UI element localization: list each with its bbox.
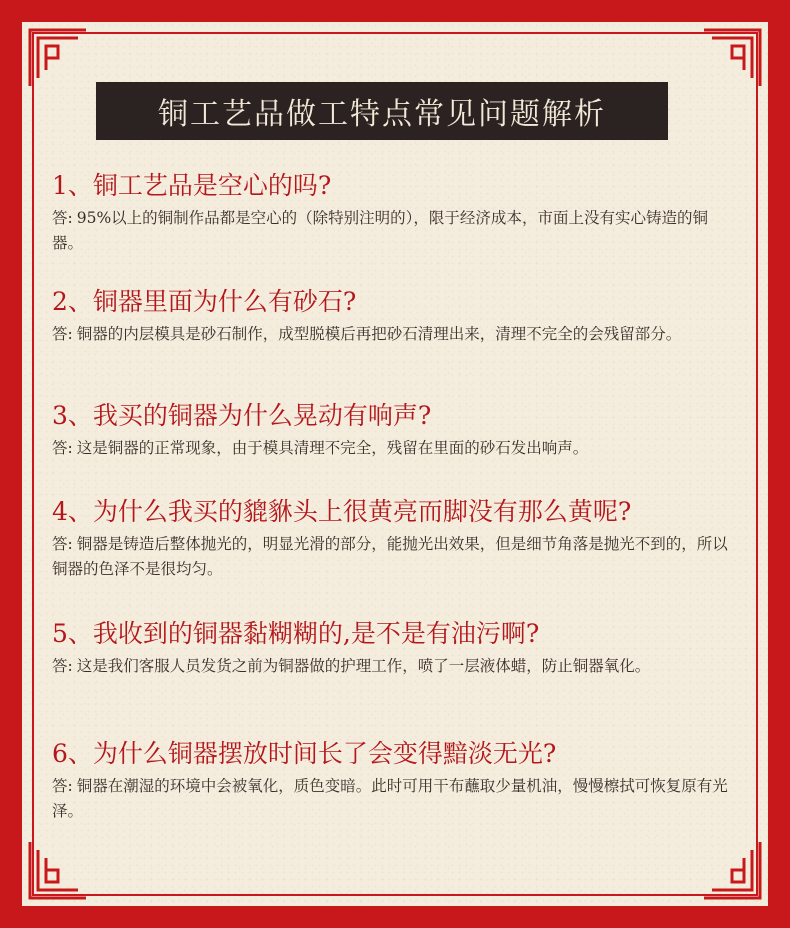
- corner-ornament-bottom-right: [702, 840, 762, 900]
- faq-item-6: [52, 738, 732, 824]
- faq-question: 5、我收到的铜器黏糊糊的,是不是有油污啊?: [52, 619, 540, 648]
- answer-label: 答:: [52, 657, 73, 675]
- answer-text: 铜器是铸造后整体抛光的，明显光滑的部分，能抛光出效果，但是细节角落是抛光不到的，所以铜器的色泽不是很均匀。: [52, 535, 728, 578]
- corner-ornament-top-left: [28, 28, 88, 88]
- corner-ornament-bottom-left: [28, 840, 88, 900]
- faq-question: 1、铜工艺品是空心的吗?: [52, 171, 332, 200]
- answer-label: 答:: [52, 209, 73, 227]
- page-title: 铜工艺品做工特点常见问题解析: [158, 97, 606, 132]
- answer-text: 铜器在潮湿的环境中会被氧化，质色变暗。此时可用干布蘸取少量机油，慢慢檫拭可恢复原有光泽。: [52, 777, 728, 820]
- title-banner: [96, 82, 668, 140]
- answer-label: 答:: [52, 777, 73, 795]
- faq-item-4: [52, 496, 732, 582]
- answer-label: 答:: [52, 325, 73, 343]
- faq-question: 3、我买的铜器为什么晃动有响声?: [52, 401, 432, 430]
- faq-item-3: [52, 400, 732, 461]
- faq-answer: [52, 654, 732, 679]
- faq-item-5: [52, 618, 732, 679]
- faq-answer: [52, 206, 732, 256]
- answer-text: 95%以上的铜制作品都是空心的（除特别注明的），限于经济成本，市面上没有实心铸造的铜器。: [52, 209, 708, 252]
- answer-text: 铜器的内层模具是砂石制作，成型脱模后再把砂石清理出来，清理不完全的会残留部分。: [76, 325, 682, 343]
- faq-question: 2、铜器里面为什么有砂石?: [52, 287, 357, 316]
- faq-answer: [52, 774, 732, 824]
- faq-question: 4、为什么我买的貔貅头上很黄亮而脚没有那么黄呢?: [52, 497, 632, 526]
- answer-text: 这是铜器的正常现象，由于模具清理不完全，残留在里面的砂石发出响声。: [76, 439, 589, 457]
- answer-label: 答:: [52, 535, 73, 553]
- faq-answer: [52, 436, 732, 461]
- faq-question: 6、为什么铜器摆放时间长了会变得黯淡无光?: [52, 739, 557, 768]
- faq-item-2: [52, 286, 732, 347]
- corner-ornament-top-right: [702, 28, 762, 88]
- faq-answer: [52, 322, 732, 347]
- answer-text: 这是我们客服人员发货之前为铜器做的护理工作，喷了一层液体蜡，防止铜器氧化。: [76, 657, 651, 675]
- faq-item-1: [52, 170, 732, 256]
- faq-answer: [52, 532, 732, 582]
- answer-label: 答:: [52, 439, 73, 457]
